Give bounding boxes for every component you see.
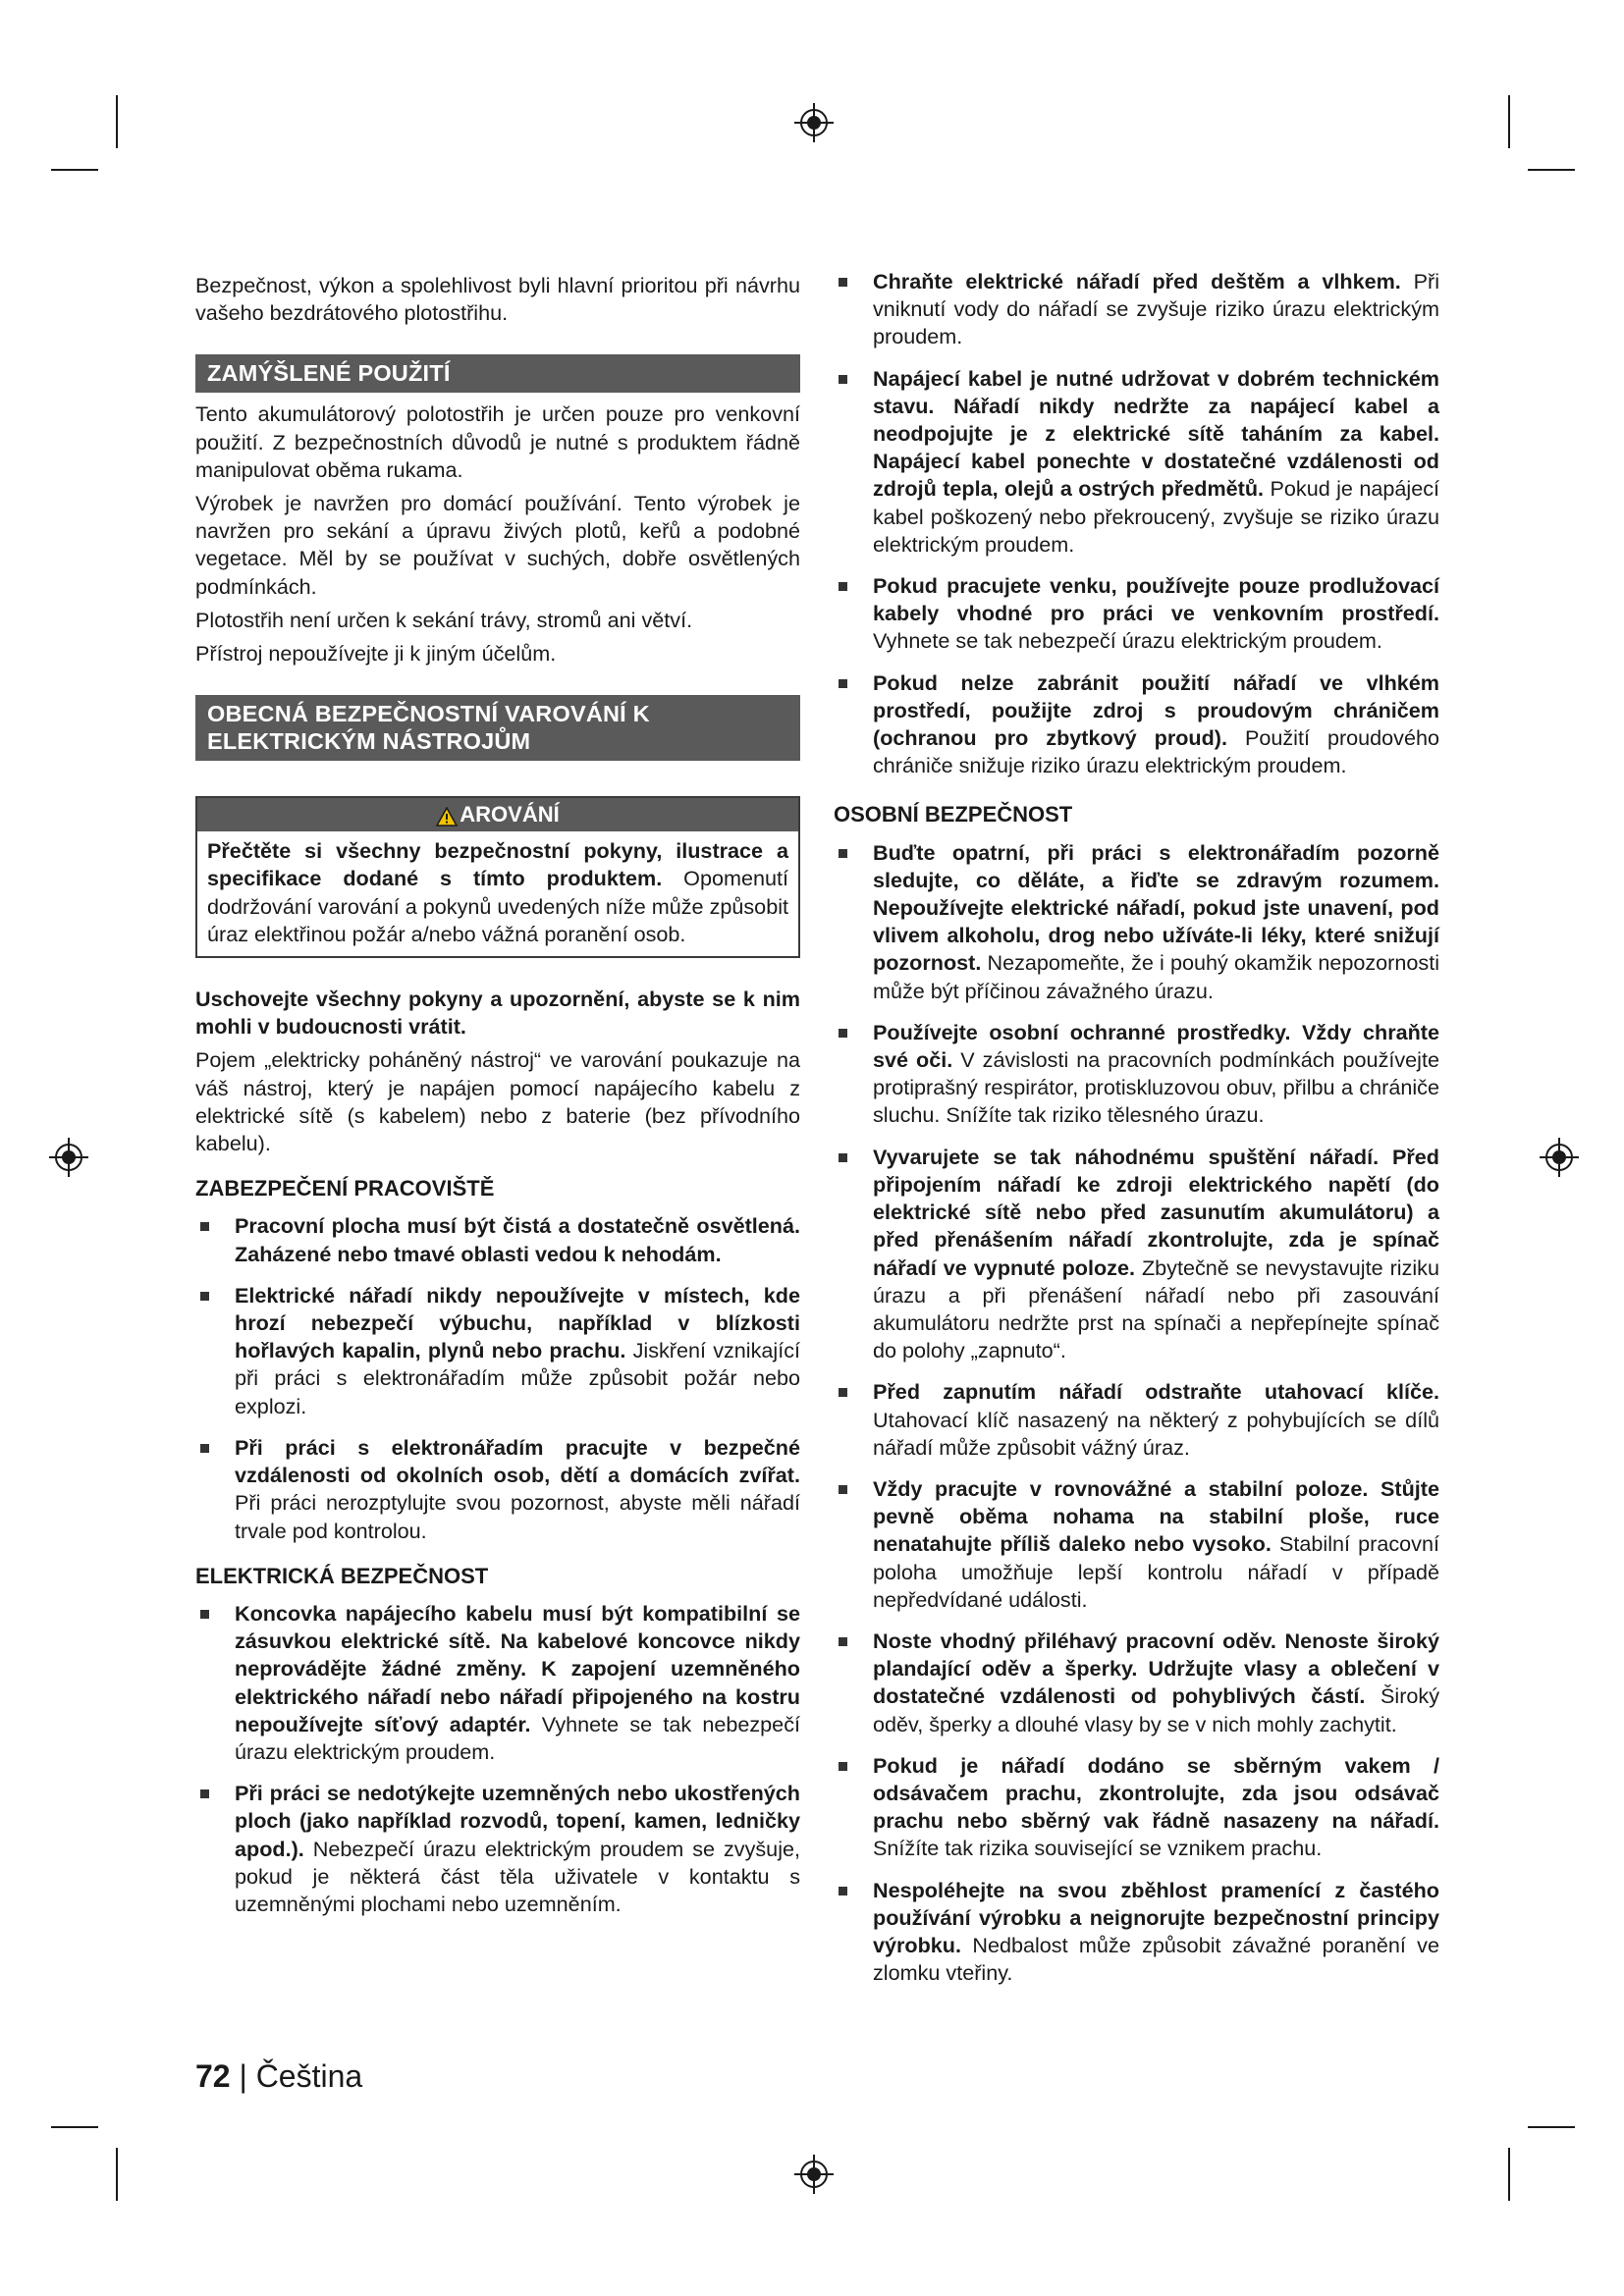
list-item: Nespoléhejte na svou zběhlost pramenící z častého používání výrobku a neignorujte bezpečnostní principy výrobku. Nedbalost může způsobit závažné poranění ve zlomku vteřiny. xyxy=(834,1877,1439,1988)
keep-instructions: Uschovejte všechny pokyny a upozornění, abyste se k nim mohli v budoucnosti vrátit. xyxy=(195,987,800,1040)
term-definition: Pojem „elektricky poháněný nástroj“ ve varování poukazuje na váš nástroj, který je napájen pomocí napájecího kabelu z elektrické sítě (s kabelem) nebo z baterie (bez přívodního kabelu). xyxy=(195,1047,800,1156)
list-item: Elektrické nářadí nikdy nepoužívejte v místech, kde hrozí nebezpečí výbuchu, například v blízkosti hořlavých kapalin, plynů nebo prachu. Jiskření vznikající při práci s elektronářadím může způsobit požár nebo explozi. xyxy=(195,1282,800,1420)
page-footer xyxy=(195,2058,362,2095)
list-item: Pracovní plocha musí být čistá a dostatečně osvětlená. Zaházené nebo tmavé oblasti vedou k nehodám. xyxy=(195,1212,800,1267)
crop-mark xyxy=(1508,95,1510,148)
list-item: Vyvarujete se tak náhodnému spuštění nářadí. Před připojením nářadí ke zdroji elektrického napětí (do elektrické sítě nebo před zasunutím akumulátoru) a před přenášením nářadí zkontrolujte, zda je spínač nářadí ve vypnuté poloze. Zbytečně se nevystavujte riziku úrazu a při přenášení nářadí nebo při zasouvání akumulátoru nedržte prst na spínači a nepřepínejte spínač do polohy „zapnuto“. xyxy=(834,1144,1439,1365)
general-warning-heading: OBECNÁ BEZPEČNOSTNÍ VAROVÁNÍ K ELEKTRICKÝM NÁSTROJŮM xyxy=(195,695,800,761)
registration-mark-icon xyxy=(792,2153,836,2196)
page-number: 72 xyxy=(195,2058,231,2094)
warning-triangle-icon xyxy=(436,807,458,827)
intended-use-paragraph: Plotostřih není určen k sekání trávy, stromů ani větví. xyxy=(195,607,693,632)
crop-mark xyxy=(51,2126,98,2128)
intended-use-heading: ZAMÝŠLENÉ POUŽITÍ xyxy=(195,354,800,393)
list-item: Pokud nelze zabránit použití nářadí ve vlhkém prostředí, použijte zdroj s proudovým chráničem (ochranou pro zbytkový proud). Použití proudového chrániče snižuje riziko úrazu elektrickým proudem. xyxy=(834,669,1439,780)
footer-language: Čeština xyxy=(255,2058,363,2094)
list-item: Při práci se nedotýkejte uzemněných nebo ukostřených ploch (jako například rozvodů, topení, kamen, ledničky apod.). Nebezpečí úrazu elektrickým proudem se zvyšuje, pokud je některá část těla uživatele v kontaktu s uzemněnými plochami nebo uzemněním. xyxy=(195,1780,800,1918)
intended-use-paragraph: Tento akumulátorový polotostřih je určen pouze pro venkovní použití. Z bezpečnostních důvodů je nutné s produktem řádně manipulovat oběma rukama. xyxy=(195,401,800,482)
registration-mark-icon xyxy=(792,101,836,144)
crop-mark xyxy=(1528,169,1575,171)
warning-box xyxy=(195,796,800,958)
crop-mark xyxy=(116,95,118,148)
right-column xyxy=(834,268,1439,2001)
crop-mark xyxy=(51,169,98,171)
list-item: Vždy pracujte v rovnovážné a stabilní poloze. Stůjte pevně oběma nohama na stabilní ploše, ruce nenatahujte příliš daleko nebo vysoko. Stabilní pracovní poloha umožňuje lepší kontrolu nářadí v případě nepředvídané události. xyxy=(834,1475,1439,1614)
list-item: Pokud je nářadí dodáno se sběrným vakem / odsávačem prachu, zkontrolujte, zda jsou odsávač prachu nebo sběrný vak řádně nasazeny na nářadí. Snížíte tak rizika související se vznikem prachu. xyxy=(834,1752,1439,1863)
warning-box-text: Opomenutí dodržování varování a pokynů uvedených níže může způsobit úraz elektřinou požár a/nebo vážná poranění osob. xyxy=(207,866,788,946)
intended-use-paragraph: Přístroj nepoužívejte ji k jiným účelům. xyxy=(195,641,557,667)
electrical-safety-heading: ELEKTRICKÁ BEZPEČNOST xyxy=(195,1563,489,1588)
work-area-heading: ZABEZPEČENÍ PRACOVIŠTĚ xyxy=(195,1176,495,1201)
warning-box-bold: Přečtěte si všechny bezpečnostní pokyny, ilustrace a specifikace dodané s tímto produktem. xyxy=(207,838,788,891)
list-item: Koncovka napájecího kabelu musí být kompatibilní se zásuvkou elektrické sítě. Na kabelové koncovce nikdy neprovádějte žádné změny. K zapojení uzemněného elektrického nářadí nebo nářadí připojeného na kostru nepoužívejte síťový adaptér. Vyhnete se tak nebezpečí úrazu elektrickým proudem. xyxy=(195,1600,800,1766)
list-item: Pokud pracujete venku, používejte pouze prodlužovací kabely vhodné pro práci ve venkovním prostředí. Vyhnete se tak nebezpečí úrazu elektrickým proudem. xyxy=(834,572,1439,656)
list-item: Před zapnutím nářadí odstraňte utahovací klíče. Utahovací klíč nasazený na některý z pohybujících se dílů nářadí může způsobit vážný úraz. xyxy=(834,1378,1439,1462)
list-item: Chraňte elektrické nářadí před deštěm a vlhkem. Při vniknutí vody do nářadí se zvyšuje riziko úrazu elektrickým proudem. xyxy=(834,268,1439,351)
list-item: Noste vhodný přiléhavý pracovní oděv. Nenoste široký plandající oděv a šperky. Udržujte vlasy a oblečení v dostatečné vzdálenosti od pohyblivých částí. Široký oděv, šperky a dlouhé vlasy by se v nich mohly zachytit. xyxy=(834,1628,1439,1738)
intro-paragraph: Bezpečnost, výkon a spolehlivost byli hlavní prioritou při návrhu vašeho bezdrátového plotostřihu. xyxy=(195,273,800,326)
personal-safety-heading: OSOBNÍ BEZPEČNOST xyxy=(834,802,1073,828)
footer-separator: | xyxy=(230,2058,256,2094)
intended-use-paragraph: Výrobek je navržen pro domácí používání. Tento výrobek je navržen pro sekání a úpravu živých plotů, keřů a podobné vegetace. Měl by se používat v suchých, dobře osvětlených podmínkách. xyxy=(195,491,800,599)
list-item: Používejte osobní ochranné prostředky. Vždy chraňte své oči. V závislosti na pracovních podmínkách používejte protiprašný respirátor, protiskluzovou obuv, přilbu a chrániče sluchu. Snížíte tak riziko tělesného úrazu. xyxy=(834,1019,1439,1130)
crop-mark xyxy=(1528,2126,1575,2128)
list-item: Buďte opatrní, při práci s elektronářadím pozorně sledujte, co děláte, a řiďte se zdravým rozumem. Nepoužívejte elektrické nářadí, pokud jste unavení, pod vlivem alkoholu, drog nebo užíváte-li léky, které snižují pozornost. Nezapomeňte, že i pouhý okamžik nepozornosti může být příčinou závažného úrazu. xyxy=(834,839,1439,1005)
list-item: Napájecí kabel je nutné udržovat v dobrém technickém stavu. Nářadí nikdy nedržte za napájecí kabel a neodpojujte je z elektrické sítě taháním za kabel. Napájecí kabel ponechte v dostatečné vzdálenosti od zdrojů tepla, olejů a ostrých předmětů. Pokud je napájecí kabel poškozený nebo překroucený, zvyšuje se riziko úrazu elektrickým proudem. xyxy=(834,365,1439,559)
crop-mark xyxy=(116,2148,118,2201)
registration-mark-icon xyxy=(1538,1136,1581,1179)
warning-box-title: AROVÁNÍ xyxy=(460,802,560,828)
list-item: Při práci s elektronářadím pracujte v bezpečné vzdálenosti od okolních osob, dětí a domácích zvířat. Při práci nerozptylujte svou pozornost, abyste měli nářadí trvale pod kontrolou. xyxy=(195,1434,800,1545)
crop-mark xyxy=(1508,2148,1510,2201)
warning-box-header xyxy=(197,798,798,831)
registration-mark-icon xyxy=(47,1136,90,1179)
left-column xyxy=(195,272,800,1932)
